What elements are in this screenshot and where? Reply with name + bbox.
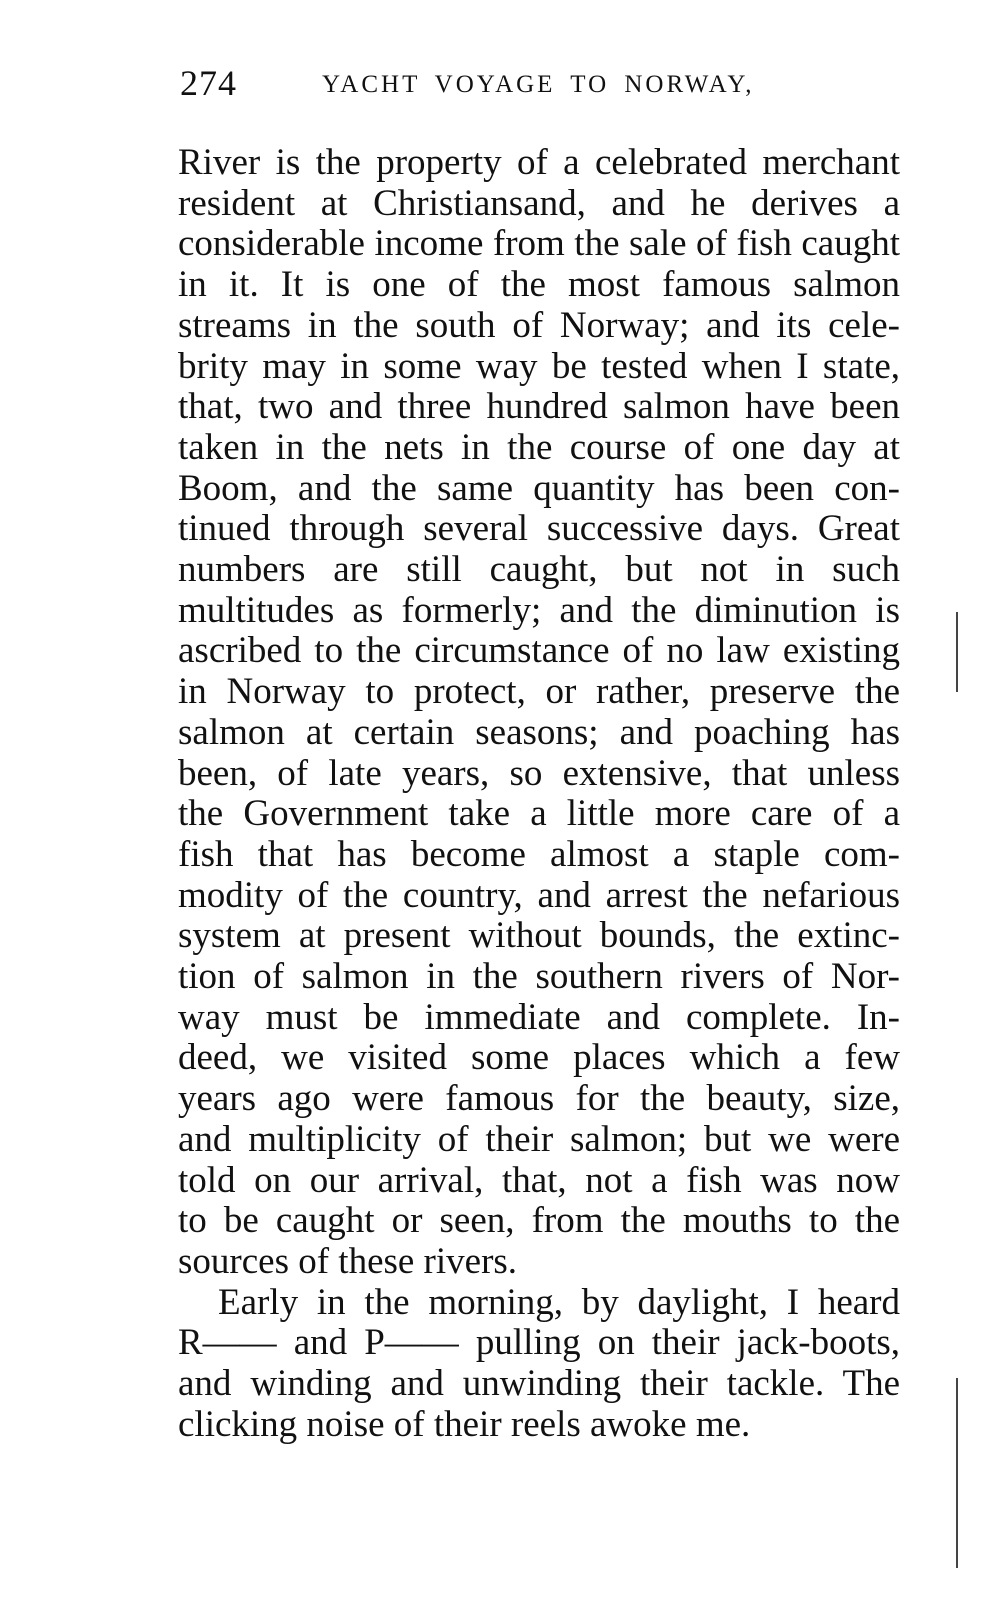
text-line: system at present without bounds, the extinc- — [178, 915, 900, 957]
text-line: numbers are still caught, but not in such — [178, 549, 900, 591]
text-line: salmon at certain seasons; and poaching has — [178, 711, 900, 753]
text-line: deed, we visited some places which a few — [178, 1037, 900, 1079]
text-line: ascribed to the circumstance of no law existing — [178, 630, 900, 672]
text-line: Boom, and the same quantity has been con- — [178, 467, 900, 509]
text-line: brity may in some way be tested when I state, — [178, 345, 900, 387]
body-text — [178, 143, 900, 1446]
text-line: years ago were famous for the beauty, size, — [178, 1078, 900, 1120]
text-line: tinued through several successive days. Great — [178, 508, 900, 550]
text-line: streams in the south of Norway; and its cele- — [178, 304, 900, 346]
page-edge-mark — [956, 1378, 958, 1568]
running-title: YACHT VOYAGE TO NORWAY, — [322, 71, 755, 98]
text-line: sources of these rivers. — [178, 1240, 518, 1282]
text-line: been, of late years, so extensive, that unless — [178, 752, 900, 794]
paragraph-1 — [178, 143, 900, 1283]
text-line: way must be immediate and complete. In- — [178, 996, 900, 1038]
text-line: in it. It is one of the most famous salmon — [178, 264, 900, 306]
text-line: taken in the nets in the course of one day at — [178, 426, 900, 468]
text-line: modity of the country, and arrest the nefarious — [178, 874, 900, 916]
text-line: in Norway to protect, or rather, preserve the — [178, 671, 900, 713]
page-number: 274 — [180, 63, 237, 103]
text-line: the Government take a little more care of a — [178, 793, 900, 835]
text-line: and multiplicity of their salmon; but we were — [178, 1118, 900, 1160]
text-line: told on our arrival, that, not a fish was now — [178, 1159, 900, 1201]
text-line: tion of salmon in the southern rivers of Nor- — [178, 956, 900, 998]
running-head — [180, 62, 900, 112]
text-line: considerable income from the sale of fish caught — [178, 223, 900, 265]
text-line: that, two and three hundred salmon have been — [178, 386, 900, 428]
text-line: to be caught or seen, from the mouths to the — [178, 1200, 900, 1242]
page-edge-mark — [956, 612, 958, 692]
text-line: R—— and P—— pulling on their jack-boots, — [178, 1322, 900, 1364]
text-line: resident at Christiansand, and he derives a — [178, 182, 900, 224]
paragraph-2 — [178, 1283, 900, 1446]
text-line: clicking noise of their reels awoke me. — [178, 1403, 751, 1445]
text-line: River is the property of a celebrated merchant — [178, 142, 900, 183]
text-line: multitudes as formerly; and the diminution is — [178, 589, 900, 631]
text-line: and winding and unwinding their tackle. The — [178, 1363, 900, 1405]
text-line: fish that has become almost a staple com- — [178, 833, 900, 875]
text-line: Early in the morning, by daylight, I heard — [218, 1281, 900, 1323]
